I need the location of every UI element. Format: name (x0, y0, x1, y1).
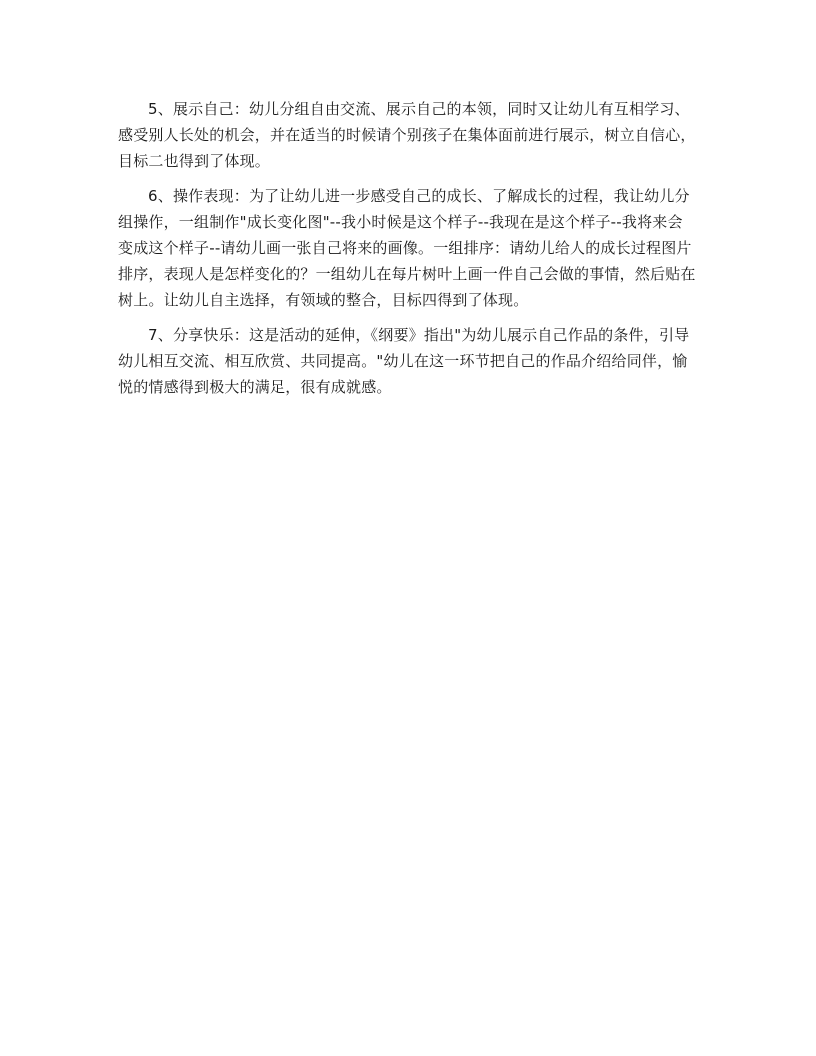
document-body (118, 96, 696, 409)
paragraph-show-yourself: 5、展示自己：幼儿分组自由交流、展示自己的本领，同时又让幼儿有互相学习、感受别人长处的机会，并在适当的时候请个别孩子在集体面前进行展示，树立自信心，目标二也得到了体现。 (118, 100, 696, 170)
paragraph-share-joy: 7、分享快乐：这是活动的延伸，《纲要》指出"为幼儿展示自己作品的条件，引导幼儿相互交流、相互欣赏、共同提高。"幼儿在这一环节把自己的作品介绍给同伴，愉悦的情感得到极大的满足，很有成就感。 (118, 326, 690, 396)
paragraph-hands-on-activity: 6、操作表现：为了让幼儿进一步感受自己的成长、了解成长的过程，我让幼儿分组操作，一组制作"成长变化图"--我小时候是这个样子--我现在是这个样子--我将来会变成这个样子--请幼儿画一张自己将来的画像。一组排序：请幼儿给人的成长过程图片排序，表现人是怎样变化的？一组幼儿在每片树叶上画一件自己会做的事情，然后贴在树上。让幼儿自主选择，有领域的整合，目标四得到了体现。 (118, 187, 696, 309)
